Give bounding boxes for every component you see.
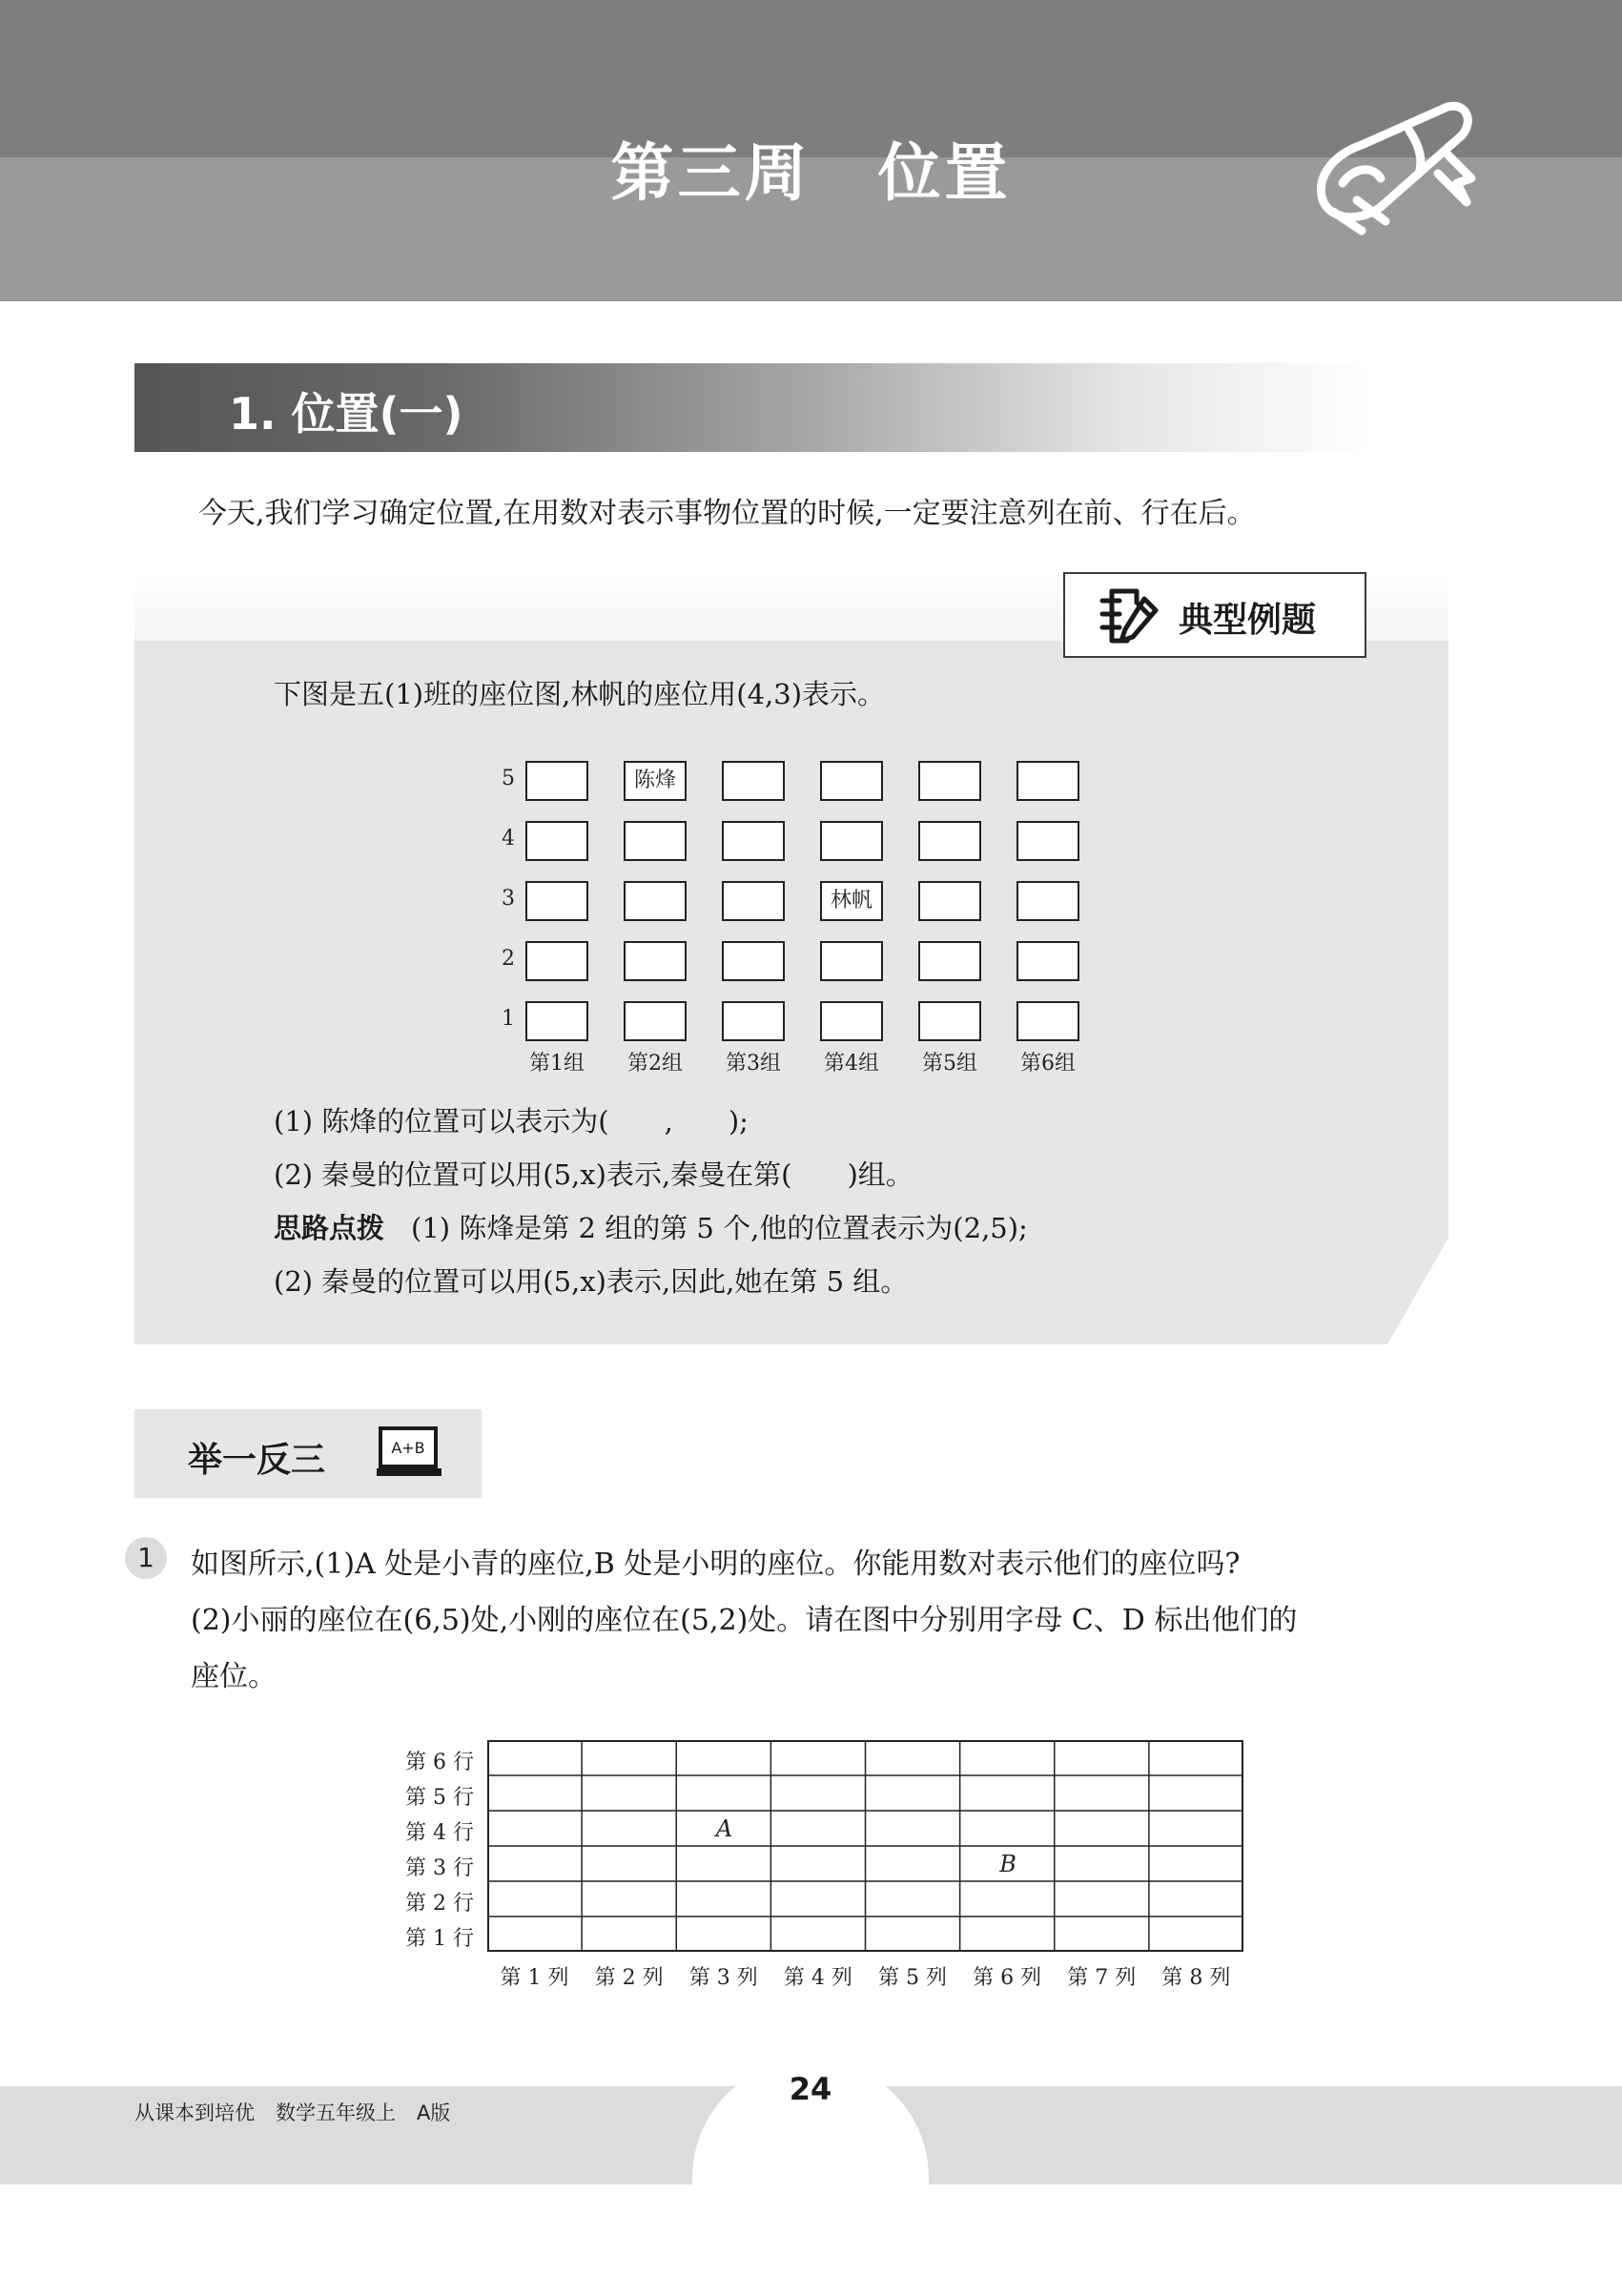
intro-text: 今天,我们学习确定位置,在用数对表示事物位置的时候,一定要注意列在前、行在后。	[198, 497, 1256, 530]
seat	[918, 1001, 981, 1041]
seat	[820, 941, 883, 981]
seat	[918, 881, 981, 921]
seat: 林帆	[820, 881, 883, 921]
seat	[1016, 881, 1079, 921]
seat-group-label: 第4组	[824, 1052, 879, 1076]
seat-row-label: 5	[502, 767, 515, 790]
seat	[525, 821, 588, 861]
seat	[722, 1001, 785, 1041]
grid-row-label: 第 1 行	[405, 1927, 474, 1951]
footer-text	[134, 2098, 471, 2126]
seat	[722, 941, 785, 981]
seat	[918, 941, 981, 981]
seat	[1016, 761, 1079, 801]
position-grid	[487, 1740, 1243, 1952]
section-title: 1. 位置(一)	[229, 388, 463, 440]
example-question-2: (2) 秦曼的位置可以用(5,x)表示,秦曼在第( )组。	[274, 1158, 914, 1191]
problem-line-3: 座位。	[191, 1660, 277, 1693]
problem-number: 1	[125, 1537, 167, 1579]
seat-group-label: 第5组	[922, 1052, 977, 1076]
grid-row-label: 第 6 行	[405, 1751, 474, 1774]
seat	[1016, 821, 1079, 861]
footer-subject: 数学五年级上	[276, 2101, 396, 2124]
example-tag-label: 典型例题	[1179, 601, 1317, 640]
seat	[820, 821, 883, 861]
hint-text-1: (1) 陈烽是第 2 组的第 5 个,他的位置表示为(2,5);	[411, 1212, 1028, 1244]
example-stem: 下图是五(1)班的座位图,林帆的座位用(4,3)表示。	[274, 678, 886, 710]
practice-tag-label: 举一反三	[188, 1441, 326, 1480]
seat	[918, 821, 981, 861]
seat	[722, 821, 785, 861]
grid-col-label: 第 5 列	[878, 1966, 947, 1990]
seat	[1016, 941, 1079, 981]
scroll-icon	[1304, 88, 1486, 240]
seat	[624, 1001, 687, 1041]
seat-row-label: 4	[502, 827, 515, 851]
seat	[525, 881, 588, 921]
seat	[624, 821, 687, 861]
blackboard-icon	[375, 1425, 443, 1482]
seat	[525, 941, 588, 981]
blackboard-text: A+B	[391, 1439, 425, 1457]
seat	[624, 941, 687, 981]
grid-col-label: 第 1 列	[500, 1966, 569, 1990]
grid-col-label: 第 6 列	[973, 1966, 1042, 1990]
hint-label: 思路点拨	[274, 1212, 385, 1244]
seat	[1016, 1001, 1079, 1041]
seat-group-label: 第2组	[627, 1052, 683, 1076]
seat-row-label: 3	[502, 887, 515, 911]
grid-col-label: 第 8 列	[1161, 1966, 1231, 1990]
grid-col-label: 第 7 列	[1067, 1966, 1137, 1990]
grid-col-label: 第 4 列	[783, 1966, 852, 1990]
chapter-topic: 位置	[877, 136, 1012, 210]
grid-row-label: 第 5 行	[405, 1786, 474, 1810]
grid-mark-a: A	[715, 1815, 733, 1842]
grid-row-label: 第 2 行	[405, 1892, 474, 1916]
seat	[722, 761, 785, 801]
page-number: 24	[789, 2071, 832, 2107]
seat	[525, 1001, 588, 1041]
chapter-week: 第三周	[610, 136, 811, 210]
seat-row-label: 1	[502, 1007, 515, 1031]
seat: 陈烽	[624, 761, 687, 801]
example-hint-1	[274, 1207, 1028, 1246]
seat	[820, 761, 883, 801]
grid-mark-b: B	[999, 1851, 1016, 1877]
footer-book: 从课本到培优	[134, 2101, 255, 2124]
grid-col-label: 第 3 列	[688, 1966, 758, 1990]
problem-line-2: (2)小丽的座位在(6,5)处,小刚的座位在(5,2)处。请在图中分别用字母 C、D 标出他们的	[191, 1604, 1298, 1637]
seat	[918, 761, 981, 801]
grid-col-label: 第 2 列	[594, 1966, 664, 1990]
pencil-notebook-icon	[1095, 584, 1161, 648]
footer-edition: A版	[417, 2101, 451, 2124]
seat	[722, 881, 785, 921]
seat-group-label: 第3组	[726, 1052, 781, 1076]
grid-row-label: 第 3 行	[405, 1856, 474, 1880]
grid-row-label: 第 4 行	[405, 1821, 474, 1845]
seat	[820, 1001, 883, 1041]
seat	[624, 881, 687, 921]
seat	[525, 761, 588, 801]
example-question-1: (1) 陈烽的位置可以表示为( , );	[274, 1105, 749, 1138]
seat-row-label: 2	[502, 947, 515, 971]
seat-group-label: 第6组	[1020, 1052, 1076, 1076]
problem-line-1: 如图所示,(1)A 处是小青的座位,B 处是小明的座位。你能用数对表示他们的座位吗?	[191, 1548, 1241, 1581]
example-hint-2: (2) 秦曼的位置可以用(5,x)表示,因此,她在第 5 组。	[274, 1265, 909, 1298]
seat-group-label: 第1组	[529, 1052, 585, 1076]
